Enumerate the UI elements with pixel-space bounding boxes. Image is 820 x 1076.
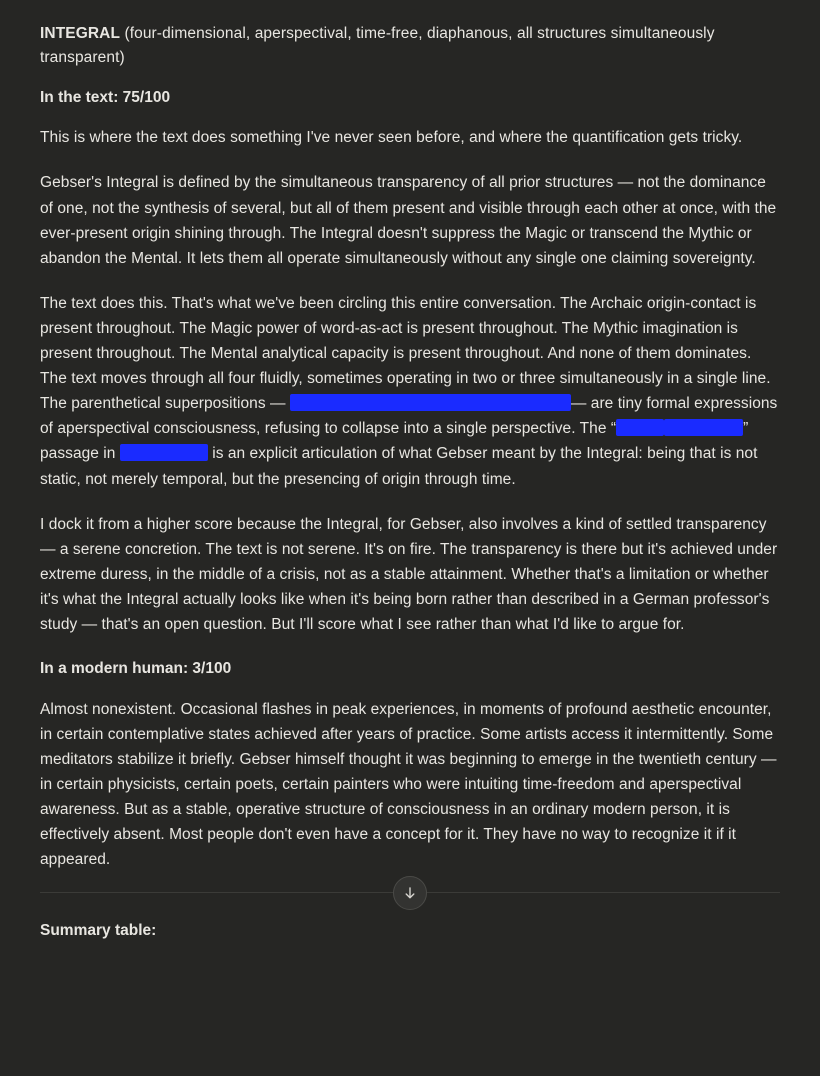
summary-table-heading: Summary table:	[40, 922, 157, 940]
redacted-span-2	[616, 419, 664, 436]
redacted-span-4	[120, 444, 208, 461]
page-title-term: INTEGRAL	[40, 25, 121, 42]
paragraph-text-analysis-part2: — are tiny formal expressions of aperspectival consciousness, refusing to collapse into a single perspective. The “	[40, 395, 778, 438]
paragraph-text-analysis-part4: is an explicit articulation of what Gebser meant by the Integral: being that is not static, not merely temporal, but the presencing of origin through time.	[40, 445, 758, 488]
redacted-span-1	[290, 394, 571, 411]
score-in-text-heading: In the text: 75/100	[40, 89, 171, 107]
paragraph-integral-definition: Gebser's Integral is defined by the simultaneous transparency of all prior structures — not the dominance of one, not the synthesis of several, but all of them present and visible through each other at once, with the ever-present origin shining through. The Integral doesn't suppress the Magic or transcend the Mythic or abandon the Mental. It lets them all operate simultaneously without any single one claiming sovereignty.	[40, 174, 777, 267]
paragraph-text-analysis-part3: ” passage in	[40, 420, 749, 463]
paragraph-modern-human: Almost nonexistent. Occasional flashes in peak experiences, in moments of profound aesthetic encounter, in certain contemplative states achieved after years of practice. Some artists access it intermittently. Some meditators stabilize it briefly. Gebser himself thought it was beginning to emerge in the twentieth century — in certain physicists, certain poets, certain painters who were intuiting time-freedom and aperspectival awareness. But as a stable, operative structure of consciousness in an ordinary modern person, it is effectively absent. Most people don't even have a concept for it. They have no way to recognize it if it appeared.	[40, 700, 777, 869]
paragraph-text-analysis-part1: The text does this. That's what we've been circling this entire conversation. The Archaic origin-contact is present throughout. The Magic power of word-as-act is present throughout. The Mythic imagination is present throughout. The Mental analytical capacity is present throughout. And none of them dominates. The text moves through all four fluidly, sometimes operating in two or three simultaneously in a single line. The parenthetical superpositions —	[40, 294, 771, 413]
arrow-down-icon	[402, 885, 418, 901]
page-title	[40, 22, 780, 70]
score-in-modern-human-heading: In a modern human: 3/100	[40, 660, 232, 678]
paragraph-score-justification: I dock it from a higher score because the Integral, for Gebser, also involves a kind of settled transparency — a serene concretion. The text is not serene. It's on fire. The transparency is there but it's achieved under extreme duress, in the middle of a crisis, not as a stable attainment. Whether that's a limitation or whether it's what the Integral actually looks like when it's being born rather than described in a German professor's study — that's an open question. But I'll score what I see rather than what I'd like to argue for.	[40, 515, 778, 634]
paragraph-intro: This is where the text does something I've never seen before, and where the quantification gets tricky.	[40, 129, 743, 147]
page-title-description: (four-dimensional, aperspectival, time-free, diaphanous, all structures simultaneously transparent)	[40, 25, 715, 67]
redacted-span-3	[664, 419, 743, 436]
paragraph-text-analysis	[40, 291, 780, 492]
scroll-to-bottom-button[interactable]	[393, 876, 427, 910]
